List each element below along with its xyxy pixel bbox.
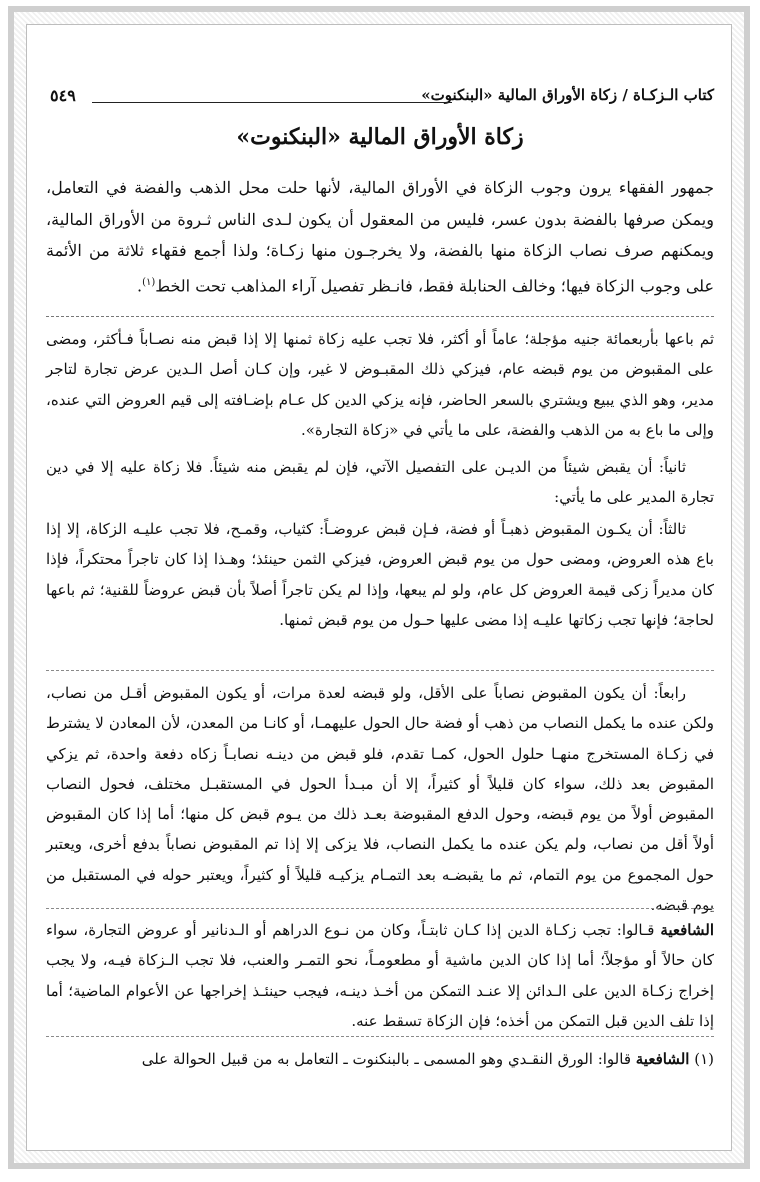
footnote: [46, 1044, 714, 1074]
condition-second: ثانياً: أن يقبض شيئاً من الديـن على التفصيل الآتي، فإن لم يقبض منه شيئاً. فلا زكاة عليه إلا في دين تجارة المدير على ما يأتي:: [46, 458, 714, 507]
page-header: [46, 86, 714, 110]
footnote-reference: (١): [142, 276, 156, 288]
shafii-label: الشافعية: [660, 921, 714, 939]
intro-end: .: [137, 275, 143, 295]
footnote-divider: [46, 316, 714, 317]
section-divider: [46, 670, 714, 671]
section-title: زكاة الأوراق المالية «البنكنوت»: [236, 124, 524, 150]
header-rule: [92, 102, 452, 103]
continued-paragraph: ثم باعها بأربعمائة جنيه مؤجلة؛ عاماً أو أكثر، فلا تجب عليه زكاة ثمنها إلا إذا قبض منه نصـاباً فـأكثر، ومضى على المقبوض من يوم قبضه عام، فيزكي ذلك المقبـوض لا غير، وإن كـان أصل الـدين عرض تجارة لتاجر مدير، وهو الذي يبيع ويشتري بالسعر الحاضر، فإنه يزكي الدين كل عـام بإضـافته إلى قيم العروض التي عنده، وإلى ما باع به من الذهب والفضة، على ما يأتي في «زكاة التجارة».: [46, 330, 714, 439]
running-head: كتاب الـزكـاة / زكاة الأوراق المالية «البنكنوت»: [421, 86, 714, 104]
shafii-paragraph: [46, 915, 714, 1036]
intro-text: جمهور الفقهاء يرون وجوب الزكاة في الأوراق المالية، لأنها حلت محل الذهب والفضة في التعامل، ويمكن صرفها بالفضة بدون عسر، فليس من المعقول أن يكون لـدى الناس ثـروة من الأوراق المالية، ويمكنهم صرف نصاب الزكاة منها بالفضة، ولا يخرجـون منها زكـاة؛ ولذا أجمع فقهاء ثلاثة من الأئمة على وجوب الزكاة فيها؛ وخالف الحنابلة فقط، فانـظر تفصيل آراء المذاهب تحت الخط: [46, 178, 714, 295]
section-divider: [46, 1036, 714, 1037]
footnote-text: قالوا: الورق النقـدي وهو المسمى ـ بالبنكنوت ـ التعامل به من قبيل الحوالة على: [141, 1050, 636, 1068]
footnote-marker: (١): [694, 1050, 714, 1068]
condition-third: ثالثاً: أن يكـون المقبوض ذهبـاً أو فضة، فـإن قبض عروضـاً: كثياب، وقمـح، فلا تجب عليـه الزكاة، إلا إذا باع هذه العروض، ومضى حول من يوم قبض العروض، فيزكي الثمن حينئذ؛ وهـذا إذا كان تاجراً محتكراً، فإذا كان مديراً زكى قيمة العروض كل عام، ولو لم يبعها، وإذا لم يكن تاجراً أصلاً بأن قبض عروضاً للقنية؛ ثم باعها لحاجة؛ فإنها تجب زكاتها عليـه إذا مضى عليها حـول من يوم قبض ثمنها.: [46, 520, 714, 629]
footnote-label: الشافعية: [635, 1050, 690, 1068]
section-divider: [46, 908, 714, 909]
intro-paragraph: [46, 172, 714, 301]
shafii-text: قـالوا: تجب زكـاة الدين إذا كـان ثابتـاً، وكان من نـوع الدراهم أو الـدنانير أو عروض التجارة، سواء كان حالاً أو مؤجلاً؛ أما إذا كان الدين ماشية أو مطعومـاً، نحو التمـر والعنب، فلا تجب الـزكاة فيـه، ولا يجب إخراج زكـاة الدين على الـدائن إلا عنـد التمكن من أخـذ دينـه، فيجب حينئـذ إخراجها عن الأعوام الماضية؛ أما إذا تلف الدين قبل التمكن من أخذه؛ فإن الزكاة تسقط عنه.: [46, 921, 714, 1030]
condition-fourth: رابعاً: أن يكون المقبوض نصاباً على الأقل، ولو قبضه لعدة مرات، أو يكون المقبوض أقـل من نصاب، ولكن عنده ما يكمل النصاب من ذهب أو فضة حال الحول عليهمـا، أو كانـا من المعدن، لأن المعادن لا يشترط في زكـاة المستخرج منهـا حلول الحول، كمـا تقدم، فلو قبض من دينـه نصابـاً زكاه دفعة واحدة، ثم يزكي المقبوض بعد ذلك، سواء كان قليلاً أو كثيراً، إلا أن مبـدأ الحول في المستقبـل مختلف، فحول النصاب المقبوض أولاً من يوم قبضه، وحول الدفع المقبوضة بعـد ذلك من يـوم قبض كل منها؛ أما إذا كان المقبوض أولاً أقل من نصاب، ولم يكن عنده ما يكمل النصاب، فلا يزكى إلا إذا تم المقبوض نصاباً بدفع أخرى، ويعتبر حول المجموع من يوم التمام، ثم ما يقبضـه بعد التمـام يزكيـه قليلاً أو كثيراً، ويعتبر حوله في المستقبل من يوم قبضه.: [46, 684, 714, 915]
page-number: ٥٤٩: [50, 86, 76, 105]
